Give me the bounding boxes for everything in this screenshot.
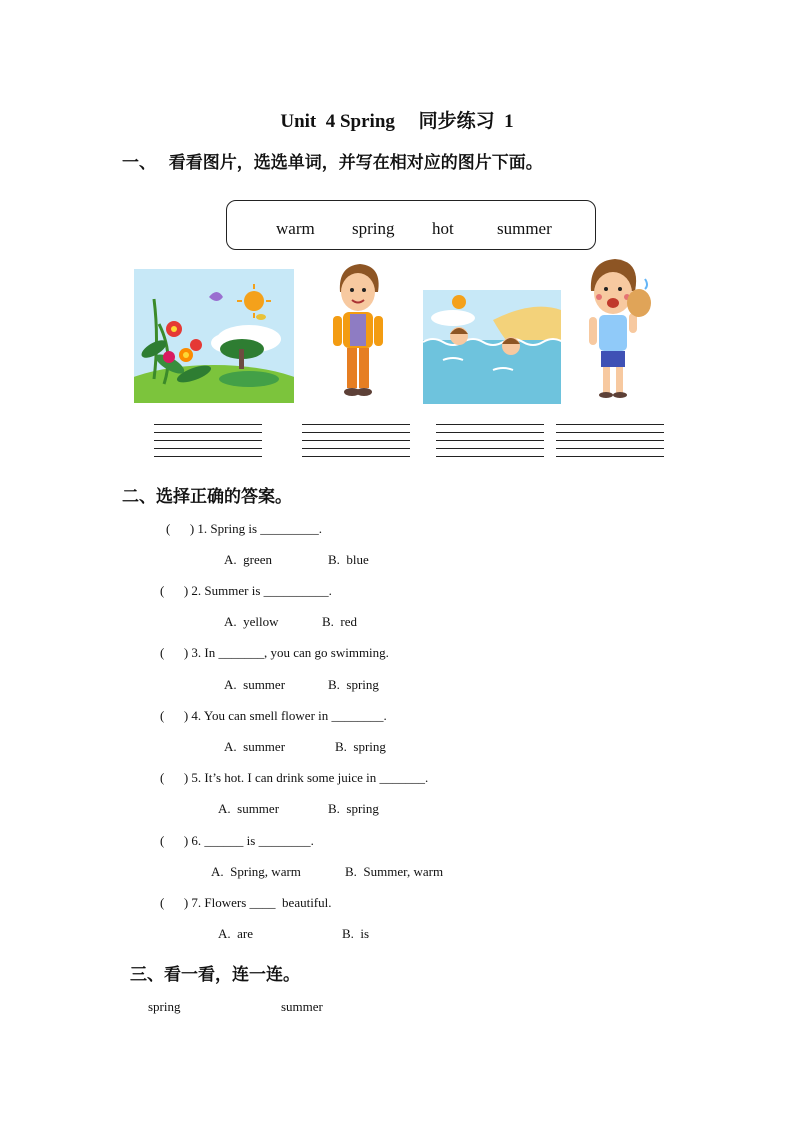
option-b: B. red [322,614,358,629]
option-a: A. summer [224,739,286,754]
answer-lines-4[interactable] [556,424,664,464]
page-title: Unit 4 Spring 同步练习 1 [280,111,514,132]
option-a: A. are [218,926,254,941]
answer-lines-3[interactable] [436,424,544,464]
option-a: A. summer [224,677,286,692]
question-3: ( ) 3. In _______, you can go swimming. [160,645,389,660]
option-b: B. Summer, warm [345,864,444,879]
option-a: A. summer [218,801,280,816]
match-word: spring [148,999,181,1014]
section-3-heading: 三、看一看，连一连。 [130,965,300,984]
match-word: summer [281,999,323,1014]
option-b: B. spring [335,739,386,754]
option-b: B. blue [328,552,369,567]
option-b: B. spring [328,801,379,816]
option-b: B. is [342,926,370,941]
word-bank-item: hot [432,219,454,238]
option-a: A. Spring, warm [211,864,301,879]
answer-lines-2[interactable] [302,424,410,464]
question-1: ( ) 1. Spring is _________. [166,521,322,536]
boy-sweating-fan-image [581,255,659,403]
question-2: ( ) 2. Summer is __________. [160,583,332,598]
section-1-heading: 一、 看看图片，选选单词，并写在相对应的图片下面。 [122,153,543,172]
boy-standing-image [326,262,390,402]
option-a: A. yellow [224,614,279,629]
question-4: ( ) 4. You can smell flower in ________. [160,708,387,723]
answer-lines-1[interactable] [154,424,262,464]
option-a: A. green [224,552,273,567]
question-5: ( ) 5. It’s hot. I can drink some juice in _______. [160,770,429,785]
word-bank-item: warm [276,219,315,238]
option-b: B. spring [328,677,379,692]
word-bank-item: summer [497,219,552,238]
word-bank-item: spring [352,219,395,238]
question-6: ( ) 6. ______ is ________. [160,833,314,848]
flower-garden-image [134,269,294,403]
section-2-heading: 二、选择正确的答案。 [122,487,292,506]
question-7: ( ) 7. Flowers ____ beautiful. [160,895,332,910]
children-swimming-image [423,290,561,404]
